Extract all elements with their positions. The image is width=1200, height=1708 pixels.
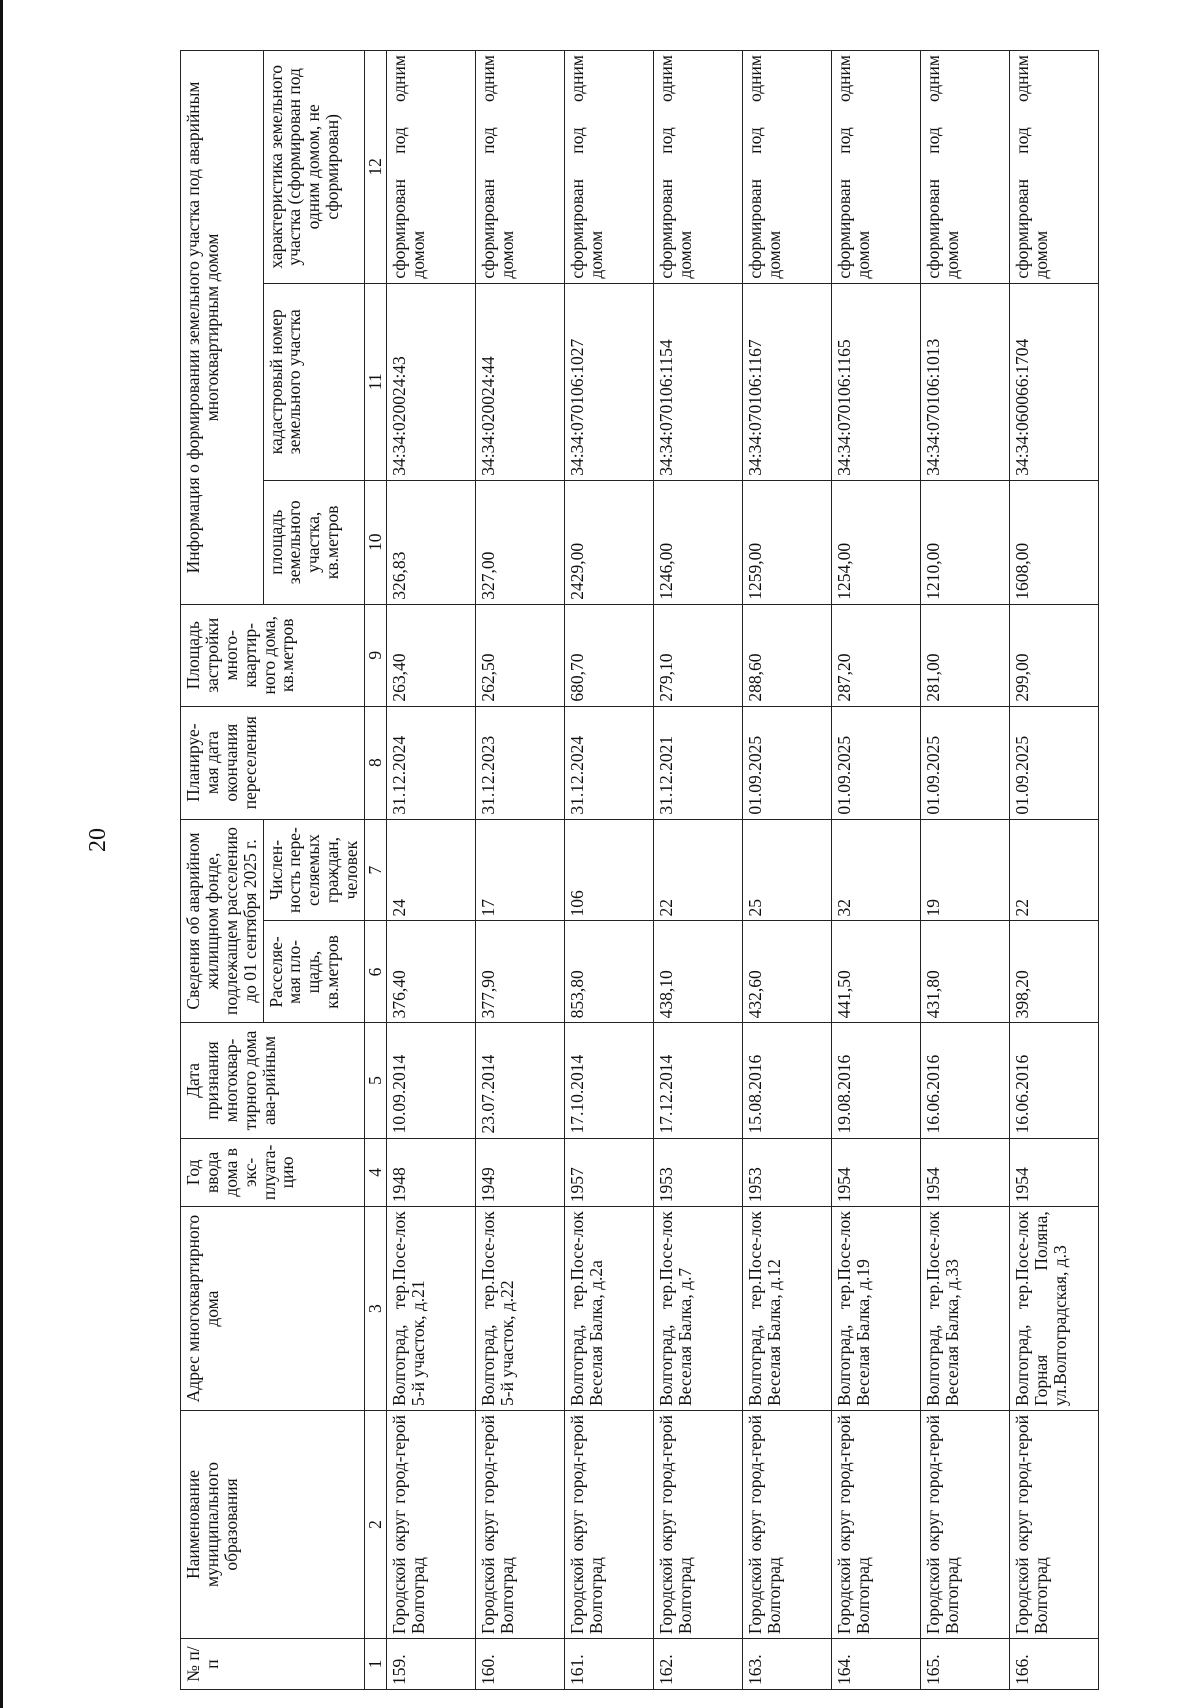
column-number: 9 — [365, 604, 387, 706]
cell-num: 165. — [920, 1639, 1009, 1690]
cell-land-area: 2429,00 — [564, 480, 653, 604]
cell-municipality: Городской округ город-герой Волгоград — [831, 1410, 920, 1638]
cell-address: Волгоград, тер.Посе-лок Веселая Балка, д.33 — [920, 1207, 1009, 1411]
page-number: 20 — [85, 828, 111, 852]
cell-build-area: 262,50 — [475, 604, 564, 706]
cell-date-emergency: 16.06.2016 — [1009, 1023, 1098, 1138]
cell-num: 164. — [831, 1639, 920, 1690]
cell-land-area: 1254,00 — [831, 480, 920, 604]
cell-year: 1949 — [475, 1138, 564, 1207]
cell-land-char: сформирован под одним домом — [475, 51, 564, 284]
header-land-area: площадь земельного участка, кв.метров — [263, 480, 364, 604]
cell-num: 162. — [653, 1639, 742, 1690]
cell-cadastral: 34:34:070106:1027 — [564, 283, 653, 480]
cell-build-area: 288,60 — [742, 604, 831, 706]
cell-land-char: сформирован под одним домом — [831, 51, 920, 284]
column-number-row — [365, 51, 387, 1690]
header-area-resettle: Расселяе-мая пло-щадь, кв.метров — [263, 921, 364, 1023]
header-group-land: Информация о формировании земельного участка под аварийным многоквартирным домом — [181, 51, 264, 605]
cell-address: Волгоград, тер.Посе-лок Веселая Балка, д.2а — [564, 1207, 653, 1411]
cell-area-resettle: 431,80 — [920, 921, 1009, 1023]
cell-land-area: 326,83 — [386, 480, 475, 604]
cell-date-emergency: 19.08.2016 — [831, 1023, 920, 1138]
cell-num: 163. — [742, 1639, 831, 1690]
header-date-end: Планируе-мая дата окончания переселения — [181, 706, 365, 819]
cell-num: 166. — [1009, 1639, 1098, 1690]
cell-build-area: 279,10 — [653, 604, 742, 706]
cell-people: 22 — [1009, 819, 1098, 921]
column-number: 1 — [365, 1639, 387, 1690]
cell-date-emergency: 15.08.2016 — [742, 1023, 831, 1138]
cell-cadastral: 34:34:070106:1154 — [653, 283, 742, 480]
cell-land-area: 1246,00 — [653, 480, 742, 604]
cell-date-end: 01.09.2025 — [1009, 706, 1098, 819]
column-number: 2 — [365, 1410, 387, 1638]
table-row — [920, 51, 1009, 1690]
cell-municipality: Городской округ город-герой Волгоград — [475, 1410, 564, 1638]
cell-year: 1954 — [831, 1138, 920, 1207]
cell-area-resettle: 432,60 — [742, 921, 831, 1023]
column-number: 5 — [365, 1023, 387, 1138]
cell-area-resettle: 376,40 — [386, 921, 475, 1023]
cell-date-end: 31.12.2024 — [564, 706, 653, 819]
header-land-char: характеристика земельного участка (сформирован под одним домом, не сформирован) — [263, 51, 364, 284]
cell-municipality: Городской округ город-герой Волгоград — [564, 1410, 653, 1638]
column-number: 3 — [365, 1207, 387, 1411]
cell-address: Волгоград, тер.Посе-лок Веселая Балка, д.12 — [742, 1207, 831, 1411]
cell-land-area: 1259,00 — [742, 480, 831, 604]
cell-cadastral: 34:34:060066:1704 — [1009, 283, 1098, 480]
cell-date-end: 31.12.2024 — [386, 706, 475, 819]
cell-cadastral: 34:34:070106:1165 — [831, 283, 920, 480]
header-municipality: Наименование муниципального образования — [181, 1410, 365, 1638]
cell-year: 1953 — [742, 1138, 831, 1207]
cell-cadastral: 34:34:070106:1013 — [920, 283, 1009, 480]
cell-year: 1948 — [386, 1138, 475, 1207]
cell-land-char: сформирован под одним домом — [1009, 51, 1098, 284]
table-body — [386, 51, 1098, 1690]
cell-date-emergency: 16.06.2016 — [920, 1023, 1009, 1138]
column-number: 10 — [365, 480, 387, 604]
cell-build-area: 680,70 — [564, 604, 653, 706]
cell-date-emergency: 17.10.2014 — [564, 1023, 653, 1138]
scan-edge — [0, 0, 3, 1708]
cell-address: Волгоград, тер.Посе-лок 5-й участок, д.21 — [386, 1207, 475, 1411]
cell-date-emergency: 17.12.2014 — [653, 1023, 742, 1138]
cell-land-char: сформирован под одним домом — [386, 51, 475, 284]
table-row — [742, 51, 831, 1690]
cell-area-resettle: 377,90 — [475, 921, 564, 1023]
cell-cadastral: 34:34:020024:43 — [386, 283, 475, 480]
cell-land-area: 1608,00 — [1009, 480, 1098, 604]
cell-date-emergency: 10.09.2014 — [386, 1023, 475, 1138]
cell-people: 19 — [920, 819, 1009, 921]
registry-table — [180, 50, 1099, 1690]
header-num: № п/п — [181, 1639, 365, 1690]
cell-cadastral: 34:34:070106:1167 — [742, 283, 831, 480]
cell-date-end: 01.09.2025 — [742, 706, 831, 819]
cell-land-char: сформирован под одним домом — [742, 51, 831, 284]
header-date-emergency: Дата признания многоквар-тирного дома ава-рийным — [181, 1023, 365, 1138]
cell-municipality: Городской округ город-герой Волгоград — [386, 1410, 475, 1638]
cell-municipality: Городской округ город-герой Волгоград — [1009, 1410, 1098, 1638]
cell-people: 32 — [831, 819, 920, 921]
header-address: Адрес многоквартирного дома — [181, 1207, 365, 1411]
cell-land-area: 1210,00 — [920, 480, 1009, 604]
column-number: 4 — [365, 1138, 387, 1207]
cell-year: 1954 — [920, 1138, 1009, 1207]
table-row — [653, 51, 742, 1690]
cell-address: Волгоград, тер.Посе-лок Веселая Балка, д.19 — [831, 1207, 920, 1411]
cell-people: 24 — [386, 819, 475, 921]
column-number: 11 — [365, 283, 387, 480]
cell-area-resettle: 438,10 — [653, 921, 742, 1023]
cell-date-end: 01.09.2025 — [831, 706, 920, 819]
table-row — [564, 51, 653, 1690]
header-cadastral: кадастровый номер земельного участка — [263, 283, 364, 480]
cell-build-area: 299,00 — [1009, 604, 1098, 706]
cell-date-end: 31.12.2023 — [475, 706, 564, 819]
cell-people: 25 — [742, 819, 831, 921]
header-build-area: Площадь застройки много-квартир-ного дома, кв.метров — [181, 604, 365, 706]
header-people: Числен-ность пере-селяемых граждан, человек — [263, 819, 364, 921]
cell-cadastral: 34:34:020024:44 — [475, 283, 564, 480]
cell-people: 22 — [653, 819, 742, 921]
cell-area-resettle: 398,20 — [1009, 921, 1098, 1023]
cell-land-char: сформирован под одним домом — [653, 51, 742, 284]
cell-municipality: Городской округ город-герой Волгоград — [653, 1410, 742, 1638]
cell-municipality: Городской округ город-герой Волгоград — [920, 1410, 1009, 1638]
column-number: 12 — [365, 51, 387, 284]
cell-build-area: 263,40 — [386, 604, 475, 706]
cell-address: Волгоград, тер.Посе-лок Горная Поляна, ул.Волгоградская, д.3 — [1009, 1207, 1098, 1411]
cell-address: Волгоград, тер.Посе-лок Веселая Балка, д.7 — [653, 1207, 742, 1411]
header-group-fund: Сведения об аварийном жилищном фонде, подлежащем расселению до 01 сентября 2025 г. — [181, 819, 264, 1023]
cell-year: 1957 — [564, 1138, 653, 1207]
cell-land-char: сформирован под одним домом — [920, 51, 1009, 284]
cell-people: 106 — [564, 819, 653, 921]
cell-people: 17 — [475, 819, 564, 921]
rotated-page — [180, 50, 1180, 1690]
cell-year: 1953 — [653, 1138, 742, 1207]
cell-date-end: 31.12.2021 — [653, 706, 742, 819]
cell-num: 161. — [564, 1639, 653, 1690]
cell-num: 160. — [475, 1639, 564, 1690]
column-number: 8 — [365, 706, 387, 819]
cell-date-end: 01.09.2025 — [920, 706, 1009, 819]
cell-address: Волгоград, тер.Посе-лок 5-й участок, д.22 — [475, 1207, 564, 1411]
column-number: 6 — [365, 921, 387, 1023]
table-row — [386, 51, 475, 1690]
cell-num: 159. — [386, 1639, 475, 1690]
column-number: 7 — [365, 819, 387, 921]
table-row — [831, 51, 920, 1690]
cell-build-area: 287,20 — [831, 604, 920, 706]
table-row — [475, 51, 564, 1690]
cell-area-resettle: 853,80 — [564, 921, 653, 1023]
cell-municipality: Городской округ город-герой Волгоград — [742, 1410, 831, 1638]
cell-area-resettle: 441,50 — [831, 921, 920, 1023]
cell-year: 1954 — [1009, 1138, 1098, 1207]
table-header — [181, 51, 387, 1690]
header-year: Год ввода дома в экс-плуата-цию — [181, 1138, 365, 1207]
cell-land-char: сформирован под одним домом — [564, 51, 653, 284]
cell-build-area: 281,00 — [920, 604, 1009, 706]
cell-date-emergency: 23.07.2014 — [475, 1023, 564, 1138]
cell-land-area: 327,00 — [475, 480, 564, 604]
table-row — [1009, 51, 1098, 1690]
